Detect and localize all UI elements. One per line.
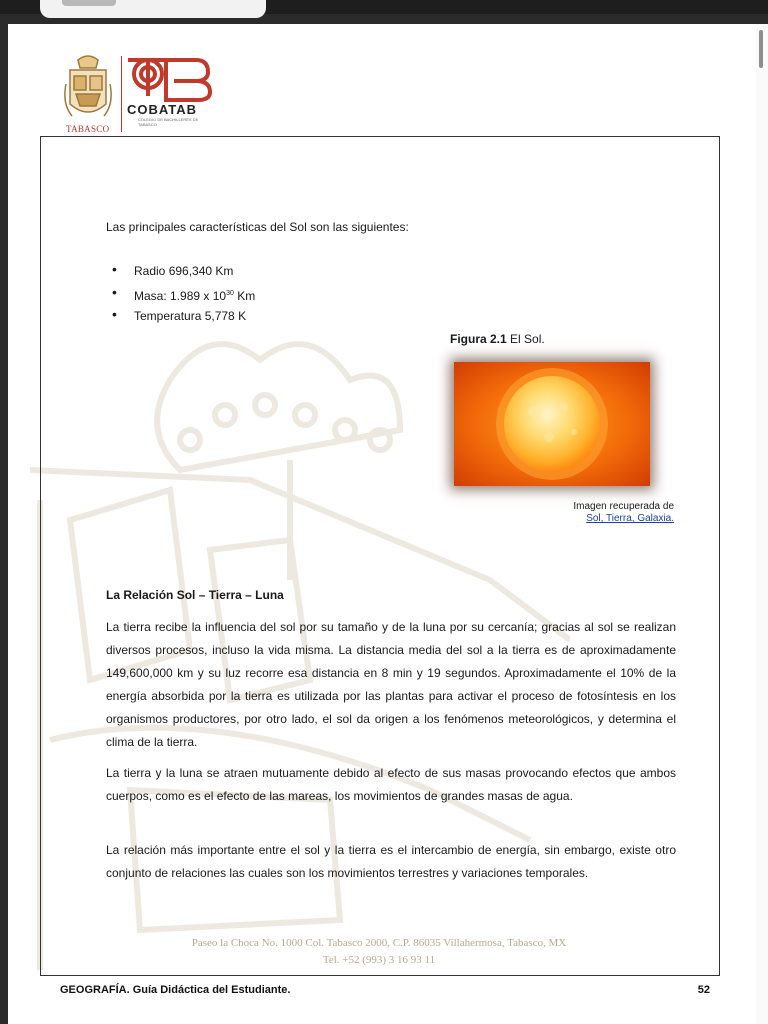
paragraph: La relación más importante entre el sol y la tierra es el intercambio de energía, sin embargo, existe otro conjunto de relaciones las cuales son los movimientos terrestres y variaciones temporales.	[106, 843, 676, 880]
mass-prefix: Masa: 1.989 x 10	[134, 288, 227, 303]
address-line: Paseo la Choca No. 1000 Col. Tabasco 2000, C.P. 86035 Villahermosa, Tabasco, MX	[191, 937, 567, 949]
mass-exponent: 30	[226, 289, 234, 297]
mass-suffix: Km	[233, 288, 256, 303]
tab-grip	[62, 0, 116, 6]
sun-characteristics-list	[112, 264, 255, 332]
paragraph: La tierra y la luna se atraen mutuamente debido al efecto de sus masas provocando efectos que ambos cuerpos, como es el efecto de las mareas, los movimientos de grandes masas de agua.	[106, 766, 676, 803]
figure-caption-text: El Sol.	[506, 332, 545, 346]
sun-image-graphic	[454, 362, 650, 486]
scrollbar-thumb[interactable]	[759, 30, 763, 68]
logo-subtitle: COLEGIO DE BACHILLERES DE TABASCO	[138, 117, 199, 127]
scrollbar-track[interactable]	[756, 24, 768, 1024]
figure-caption	[450, 332, 545, 346]
paragraph: La tierra recibe la influencia del sol por su tamaño y de la luna por su cercanía; gracias al sol se realizan diversos procesos, incluso la vida misma. La distancia media del sol a la tierra es de aproximadamente 149,600,000 km y su luz recorre esa distancia en 8 min y 19 segundos. Aproximadamente el 10% de la energía absorbida por la tierra es utilizada por las plantas para activar el proceso de fotosíntesis en los organismos productores, por otro lado, el sol da origen a los fenómenos meteorológicos, y determina el clima de la tierra.	[106, 620, 676, 749]
figure-label: Figura 2.1	[450, 332, 507, 346]
figure-credit	[480, 501, 674, 525]
logo-name: COBATAB	[127, 102, 198, 117]
list-item-mass	[112, 287, 255, 310]
list-item: • Temperatura 5,778 K	[112, 309, 255, 332]
tabasco-crest-logo	[60, 54, 116, 134]
list-item: • Radio 696,340 Km	[112, 264, 255, 287]
viewer-tab[interactable]	[40, 0, 266, 18]
credit-link[interactable]: Sol, Tierra, Galaxia.	[586, 513, 674, 524]
footer-title: GEOGRAFÍA. Guía Didáctica del Estudiante.	[60, 984, 291, 996]
page-number: 52	[697, 984, 710, 996]
intro-text: Las principales características del Sol son las siguientes:	[106, 220, 409, 234]
logo-state-label: TABASCO	[66, 124, 110, 134]
section-title: La Relación Sol – Tierra – Luna	[106, 588, 284, 602]
sun-image	[454, 362, 650, 486]
phone-line: Tel. +52 (993) 3 16 93 11	[322, 954, 436, 966]
credit-text: Imagen recuperada de	[573, 501, 674, 512]
